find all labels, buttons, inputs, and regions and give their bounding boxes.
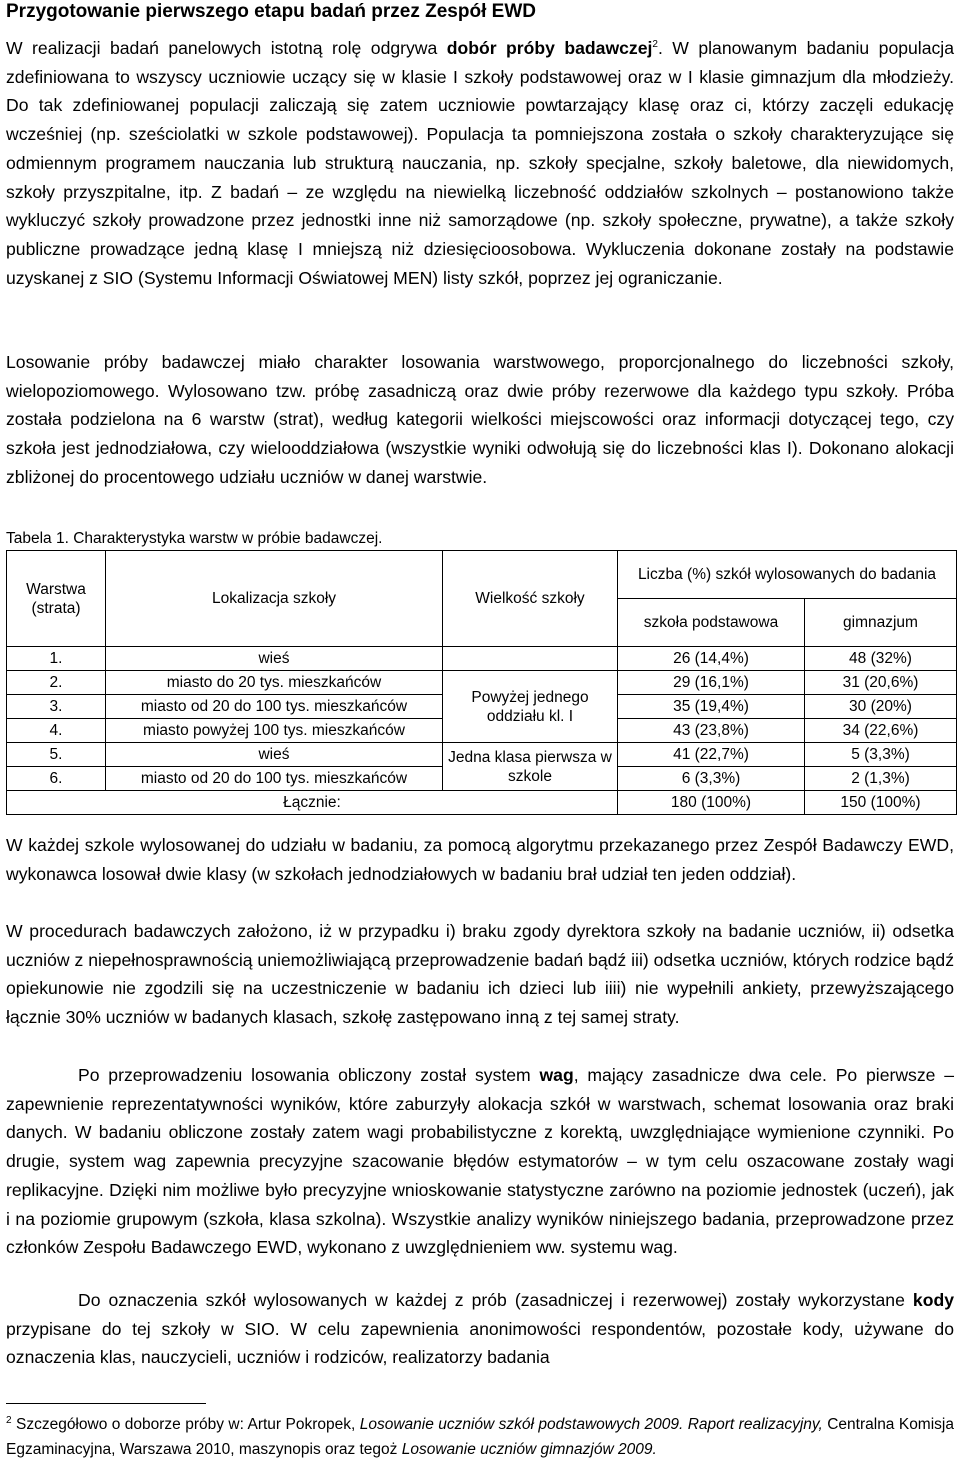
p1-text-d: . W planowanym badaniu populacja zdefiniowana to wszyscy uczniowie uczący się w klasie I szkoły podstawowej oraz w I klasie gimnazjum dla młodzieży. Do tak zdefiniowanej populacji zaliczają się zatem uczniowie powtarzający klasę oraz ci, którzy zaczęli edukację wcześniej (np. sześciolatki w szkole podstawowej). Populacja ta pomniejszona została o szkoły charakteryzujące się odmiennym programem nauczania lub strukturą nauczania, np. szkoły specjalne, szkoły baletowe, dla niewidomych, szkoły przyszpitalne, itp. Z badań – ze względu na niewielką liczebność oddziałów szkolnych – postanowiono także wykluczyć szkoły prowadzone przez jednostki inne niż samorządowe (np. szkoły społeczne, prywatne), a także szkoły publiczne prowadzące jedną klasę I mniejszą niż dziesięcioosobowa. Wykluczenia dokonane zostały na podstawie uzyskanej z SIO (Systemu Informacji Oświatowej MEN) listy szkół, poprzez jej ograniczanie.	[6, 38, 954, 288]
cell-stratum: 6.	[7, 767, 106, 791]
paragraph-replacement-procedure: W procedurach badawczych założono, iż w przypadku i) braku zgody dyrektora szkoły na badanie uczniów, ii) odsetka uczniów z niepełnosprawnością uniemożliwiającą przeprowadzenie badań bądź iii) odsetka uczniów, których rodzice bądź opiekunowie nie zgodzili się na uczestniczenie w badaniu ich dzieci lub iiii) nie wypełnili ankiety, przewyższającego łącznie 30% uczniów w badanych klasach, szkołę zastępowano inną z tej samej straty.	[6, 921, 954, 1028]
table-header-row	[7, 551, 957, 599]
cell-location: miasto od 20 do 100 tys. mieszkańców	[106, 767, 443, 791]
p6-text-a: Do oznaczenia szkół wylosowanych w każdej z prób (zasadniczej i rezerwowej) zostały wykorzystane	[78, 1290, 913, 1310]
table-row	[7, 743, 957, 767]
table-caption: Tabela 1. Charakterystyka warstw w próbie badawczej.	[6, 530, 383, 547]
cell-stratum: 3.	[7, 695, 106, 719]
cell-stratum: 4.	[7, 719, 106, 743]
footnote-text-a: Szczegółowo o doborze próby w: Artur Pokropek,	[11, 1416, 360, 1433]
cell-primary: 43 (23,8%)	[618, 719, 805, 743]
p5-text-c: , mający zasadnicze dwa cele. Po pierwsze – zapewnienie reprezentatywności wyników, które zaburzyły alokacja szkół w warstwach, schemat losowania oraz braki danych. W badaniu obliczone zostały zatem wagi probabilistyczne z korektą, uwzględniające wymienione czynniki. Po drugie, system wag zapewnia precyzyjne szacowanie błędów estymatorów – w tym celu oszacowane zostały wagi replikacyjne. Dzięki nim możliwe było precyzyjne wnioskowanie statystyczne zarówno na poziomie jednostek (uczeń), jak i na poziomie grupowym (szkoła, klasa szkolna). Wszystkie analizy wyników niniejszego badania, przeprowadzone przez członków Zespołu Badawczego EWD, wykonano z uwzględnieniem ww. systemu wag.	[6, 1065, 954, 1258]
p6-text-c: przypisane do tej szkoły w SIO. W celu zapewnienia anonimowości respondentów, pozostałe kody, używane do oznaczenia klas, nauczycieli, uczniów i rodziców, realizatorzy badania	[6, 1318, 954, 1368]
footnote-reference[interactable]: 2	[652, 39, 658, 51]
cell-stratum: 1.	[7, 647, 106, 671]
header-school-size: Wielkość szkoły	[443, 551, 618, 647]
header-gymnasium: gimnazjum	[805, 599, 957, 647]
table-row	[7, 647, 957, 671]
cell-stratum: 5.	[7, 743, 106, 767]
cell-size-group-single-class: Jedna klasa pierwsza w szkole	[443, 743, 618, 791]
p5-bold-term: wag	[539, 1065, 574, 1085]
strata-table	[6, 550, 957, 815]
header-primary-school: szkoła podstawowa	[618, 599, 805, 647]
cell-stratum: 2.	[7, 671, 106, 695]
total-label: Łącznie:	[7, 791, 618, 815]
total-primary: 180 (100%)	[618, 791, 805, 815]
header-school-count: Liczba (%) szkół wylosowanych do badania	[618, 551, 957, 599]
footnote-divider	[6, 1403, 206, 1404]
paragraph-class-selection: W każdej szkole wylosowanej do udziału w badaniu, za pomocą algorytmu przekazanego przez Zespół Badawczy EWD, wykonawca losował dwie klasy (w szkołach jednodziałowych w badaniu brał udział ten jeden oddział).	[6, 835, 954, 884]
footnote-text-c: Centralna Komisja Egzaminacyjna, Warszawa 2010, maszynopis oraz tegoż	[6, 1416, 954, 1458]
cell-primary: 29 (16,1%)	[618, 671, 805, 695]
cell-primary: 41 (22,7%)	[618, 743, 805, 767]
paragraph-sample-selection	[6, 34, 954, 292]
cell-size	[443, 647, 618, 671]
cell-primary: 6 (3,3%)	[618, 767, 805, 791]
cell-gymnasium: 34 (22,6%)	[805, 719, 957, 743]
cell-location: miasto powyżej 100 tys. mieszkańców	[106, 719, 443, 743]
cell-gymnasium: 2 (1,3%)	[805, 767, 957, 791]
p6-bold-term: kody	[912, 1290, 954, 1310]
header-location: Lokalizacja szkoły	[106, 551, 443, 647]
cell-gymnasium: 5 (3,3%)	[805, 743, 957, 767]
paragraph-stratified-sampling: Losowanie próby badawczej miało charakter losowania warstwowego, proporcjonalnego do liczebności szkoły, wielopoziomowego. Wylosowano tzw. próbę zasadniczą oraz dwie próby rezerwowe dla każdego typu szkoły. Próba została podzielona na 6 warstw (strat), według kategorii wielkości miejscowości oraz informacji dotyczącej tego, czy szkoła jest jednodziałowa, czy wielooddziałowa (wszystkie wyniki odwołują się do liczebności klas I). Dokonano alokacji zbliżonej do procentowego udziału uczniów w danej warstwie.	[6, 352, 954, 487]
footnote-title-primary: Losowanie uczniów szkół podstawowych 2009. Raport realizacyjny,	[359, 1416, 823, 1433]
table-row	[7, 671, 957, 695]
cell-gymnasium: 48 (32%)	[805, 647, 957, 671]
section-heading: Przygotowanie pierwszego etapu badań przez Zespół EWD	[6, 1, 536, 22]
cell-gymnasium: 31 (20,6%)	[805, 671, 957, 695]
footnote-number: 2	[6, 1414, 12, 1426]
cell-location: wieś	[106, 743, 443, 767]
cell-location: miasto do 20 tys. mieszkańców	[106, 671, 443, 695]
cell-location: wieś	[106, 647, 443, 671]
cell-primary: 26 (14,4%)	[618, 647, 805, 671]
cell-primary: 35 (19,4%)	[618, 695, 805, 719]
p1-bold-term: dobór próby badawczej	[446, 38, 653, 58]
paragraph-codes	[6, 1286, 954, 1372]
cell-size-group-multi-class: Powyżej jednego oddziału kl. I	[443, 671, 618, 743]
footnote-title-gymnasium: Losowanie uczniów gimnazjów 2009.	[401, 1441, 657, 1458]
p5-text-a: Po przeprowadzeniu losowania obliczony został system	[78, 1065, 540, 1085]
paragraph-weights	[6, 1061, 954, 1262]
cell-gymnasium: 30 (20%)	[805, 695, 957, 719]
header-stratum: Warstwa (strata)	[7, 551, 106, 647]
cell-location: miasto od 20 do 100 tys. mieszkańców	[106, 695, 443, 719]
table-total-row	[7, 791, 957, 815]
total-gymnasium: 150 (100%)	[805, 791, 957, 815]
footnote	[6, 1412, 954, 1462]
p1-text-a: W realizacji badań panelowych istotną rolę odgrywa	[6, 38, 447, 58]
